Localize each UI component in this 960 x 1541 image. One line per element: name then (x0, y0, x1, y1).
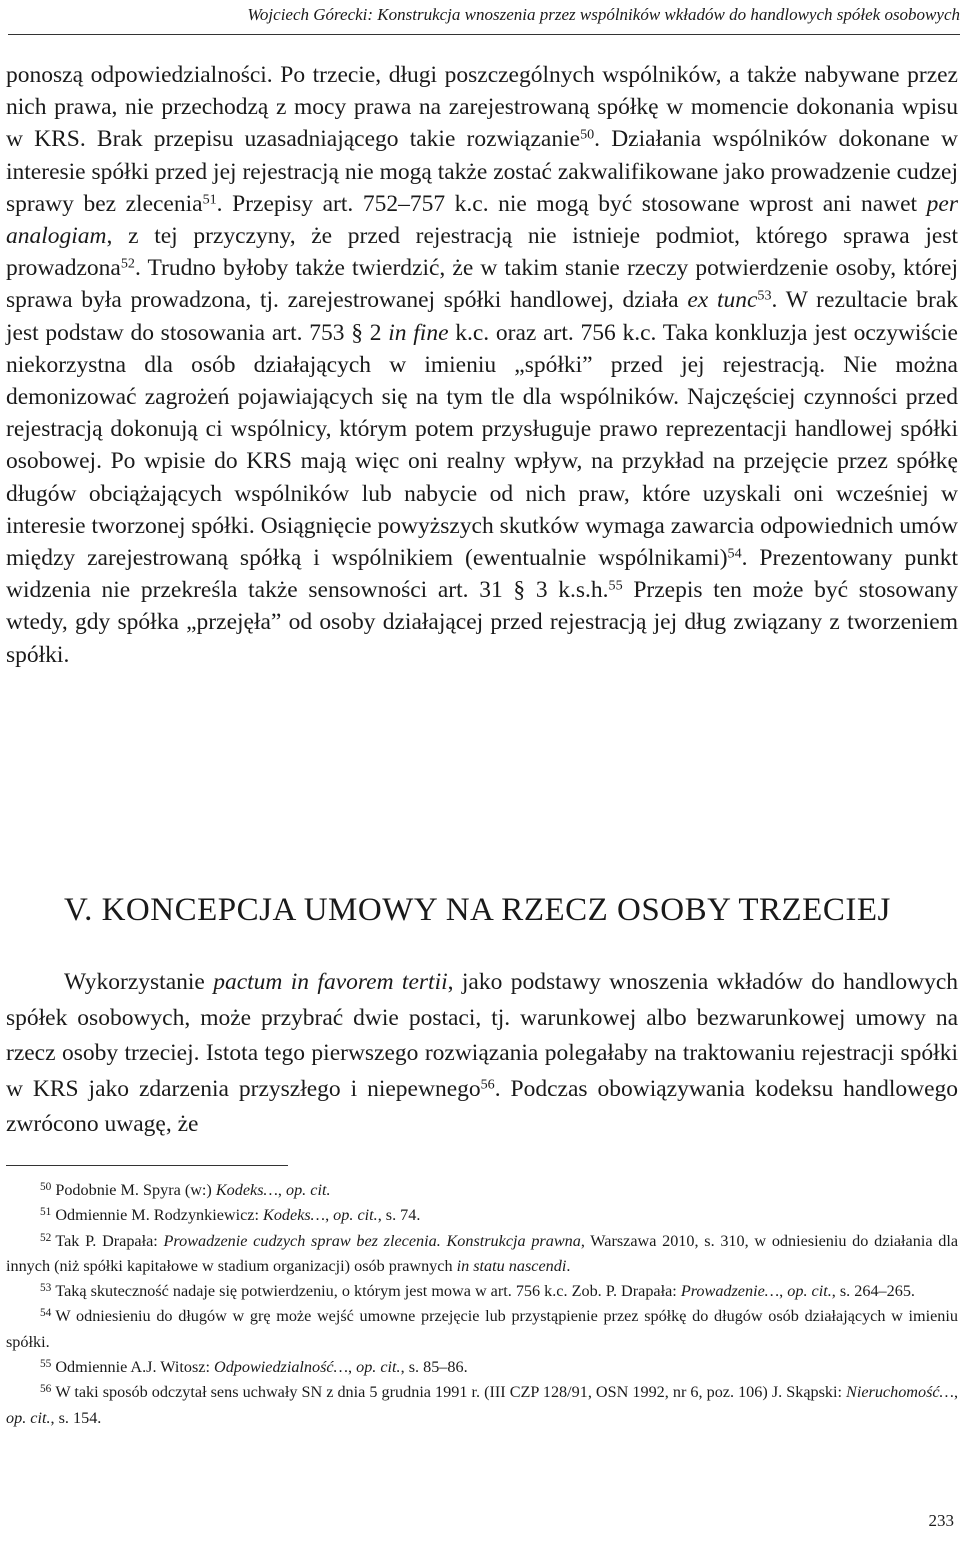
footnote-56: $^{56}$ W taki sposób odczytał sens uchwały SN z dnia 5 grudnia 1991 r. (III CZP 128/91, OSN 1992, nr 6, poz. 106) J. Skąpski: Nieruchomość…, op. cit., s. 154. (6, 1383, 958, 1427)
footnote-ref[interactable]: 50 (580, 126, 595, 143)
footnote-ref[interactable]: 53 (757, 287, 772, 304)
footnote-54: $^{54}$ W odniesieniu do długów w grę może wejść umowne przejęcie lub przystąpienie przez spółkę do długów osób działających w imieniu spółki. (6, 1307, 958, 1351)
paragraph: ponoszą odpowiedzialności. Po trzecie, długi poszczególnych wspólników, a także nabywane przez nich prawa, nie przechodzą z mocy prawa na zarejestrowaną spółkę w momencie dokonania wpisu w KRS. Brak przepisu uzasadniającego takie rozwiązanie$^{50}$. Działania wspólników dokonane w interesie spółki przed jej rejestracją nie mogą także zostać zakwalifikowane jako prowadzenie cudzej sprawy bez zlecenia$^{51}$. Przepisy art. 752–757 k.c. nie mogą być stosowane wprost ani nawet per analogiam, z tej przyczyny, że przed rejestracją nie istnieje podmiot, którego sprawa jest prowadzona$^{52}$. Trudno byłoby także twierdzić, że w takim stanie rzeczy potwierdzenie osoby, której sprawa była prowadzona, tj. zarejestrowanej spółki handlowej, działa ex tunc$^{53}$. W rezultacie brak jest podstaw do stosowania art. 753 § 2 in fine k.c. oraz art. 756 k.c. Taka konkluzja jest oczywiście niekorzystna dla osób działających w imieniu „spółki” przed jej rejestracją. Nie można demonizować zagrożeń pojawiających się na tym tle dla wspólników. Najczęściej czynności przed rejestracją dokonują ci wspólnicy, którym potem przysługuje prawo reprezentacji handlowej spółki osobowej. Po wpisie do KRS mają więc oni realny wpływ, na przykład na przejęcie przez spółkę długów obciążających wspólników lub nabycie od nich praw, które uzyskali oni wcześniej w interesie tworzonej spółki. Osiągnięcie powyższych skutków wymaga zawarcia odpowiednich umów między zarejestrowaną spółką i wspólnikiem (ewentualnie wspólnikami)$^{54}$. Prezentowany punkt widzenia nie przekreśla także sensowności art. 31 § 3 k.s.h.$^{55}$ Przepis ten może być stosowany wtedy, gdy spółka „przejęła” od osoby działającej przed rejestracją jej dług związany z tworzeniem spółki. (6, 62, 958, 668)
footnotes (6, 1178, 958, 1431)
page-number: 233 (928, 1511, 954, 1530)
footnote-rule (6, 1165, 288, 1166)
footnote-ref[interactable]: 51 (202, 191, 217, 208)
body-text (6, 59, 958, 671)
paragraph: Wykorzystanie pactum in favorem tertii, jako podstawy wnoszenia wkładów do handlowych spółek osobowych, może przybrać dwie postaci, tj. warunkowej albo bezwarunkowej umowy na rzecz osoby trzeciej. Istota tego pierwszego rozwiązania polegałaby na traktowaniu rejestracji spółki w KRS jako zdarzenia przyszłego i niepewnego$^{56}$. Podczas obowiązywania kodeksu handlowego zwrócono uwagę, że (6, 969, 958, 1138)
footnote-ref[interactable]: 54 (727, 545, 742, 562)
footnote-50: $^{50}$ Podobnie M. Spyra (w:) Kodeks…, op. cit. (40, 1180, 331, 1199)
footnote-55: $^{55}$ Odmiennie A.J. Witosz: Odpowiedzialność…, op. cit., s. 85–86. (40, 1357, 468, 1377)
section-heading: V. KONCEPCJA UMOWY NA RZECZ OSOBY TRZECIEJ (64, 892, 891, 928)
footnote-51: $^{51}$ Odmiennie M. Rodzynkiewicz: Kodeks…, op. cit., s. 74. (40, 1206, 421, 1225)
footnote-ref[interactable]: 52 (120, 255, 135, 272)
footnote-ref[interactable]: 56 (480, 1076, 495, 1093)
footnote-52: $^{52}$ Tak P. Drapała: Prowadzenie cudzych spraw bez zlecenia. Konstrukcja prawna, Warszawa 2010, s. 310, w odniesieniu do działania dla innych (niż spółki kapitałowe w stadium organizacji) osób prawnych in statu nascendi. (6, 1231, 959, 1275)
running-header: Wojciech Górecki: Konstrukcja wnoszenia przez wspólników wkładów do handlowych spółek osobowych (247, 5, 960, 24)
footnote-53: $^{53}$ Taką skuteczność nadaje się potwierdzeniu, o którym jest mowa w art. 756 k.c. Zob. P. Drapała: Prowadzenie…, op. cit., s. 264–265. (40, 1282, 915, 1301)
footnote-ref[interactable]: 55 (608, 577, 623, 594)
header-rule (8, 34, 960, 35)
